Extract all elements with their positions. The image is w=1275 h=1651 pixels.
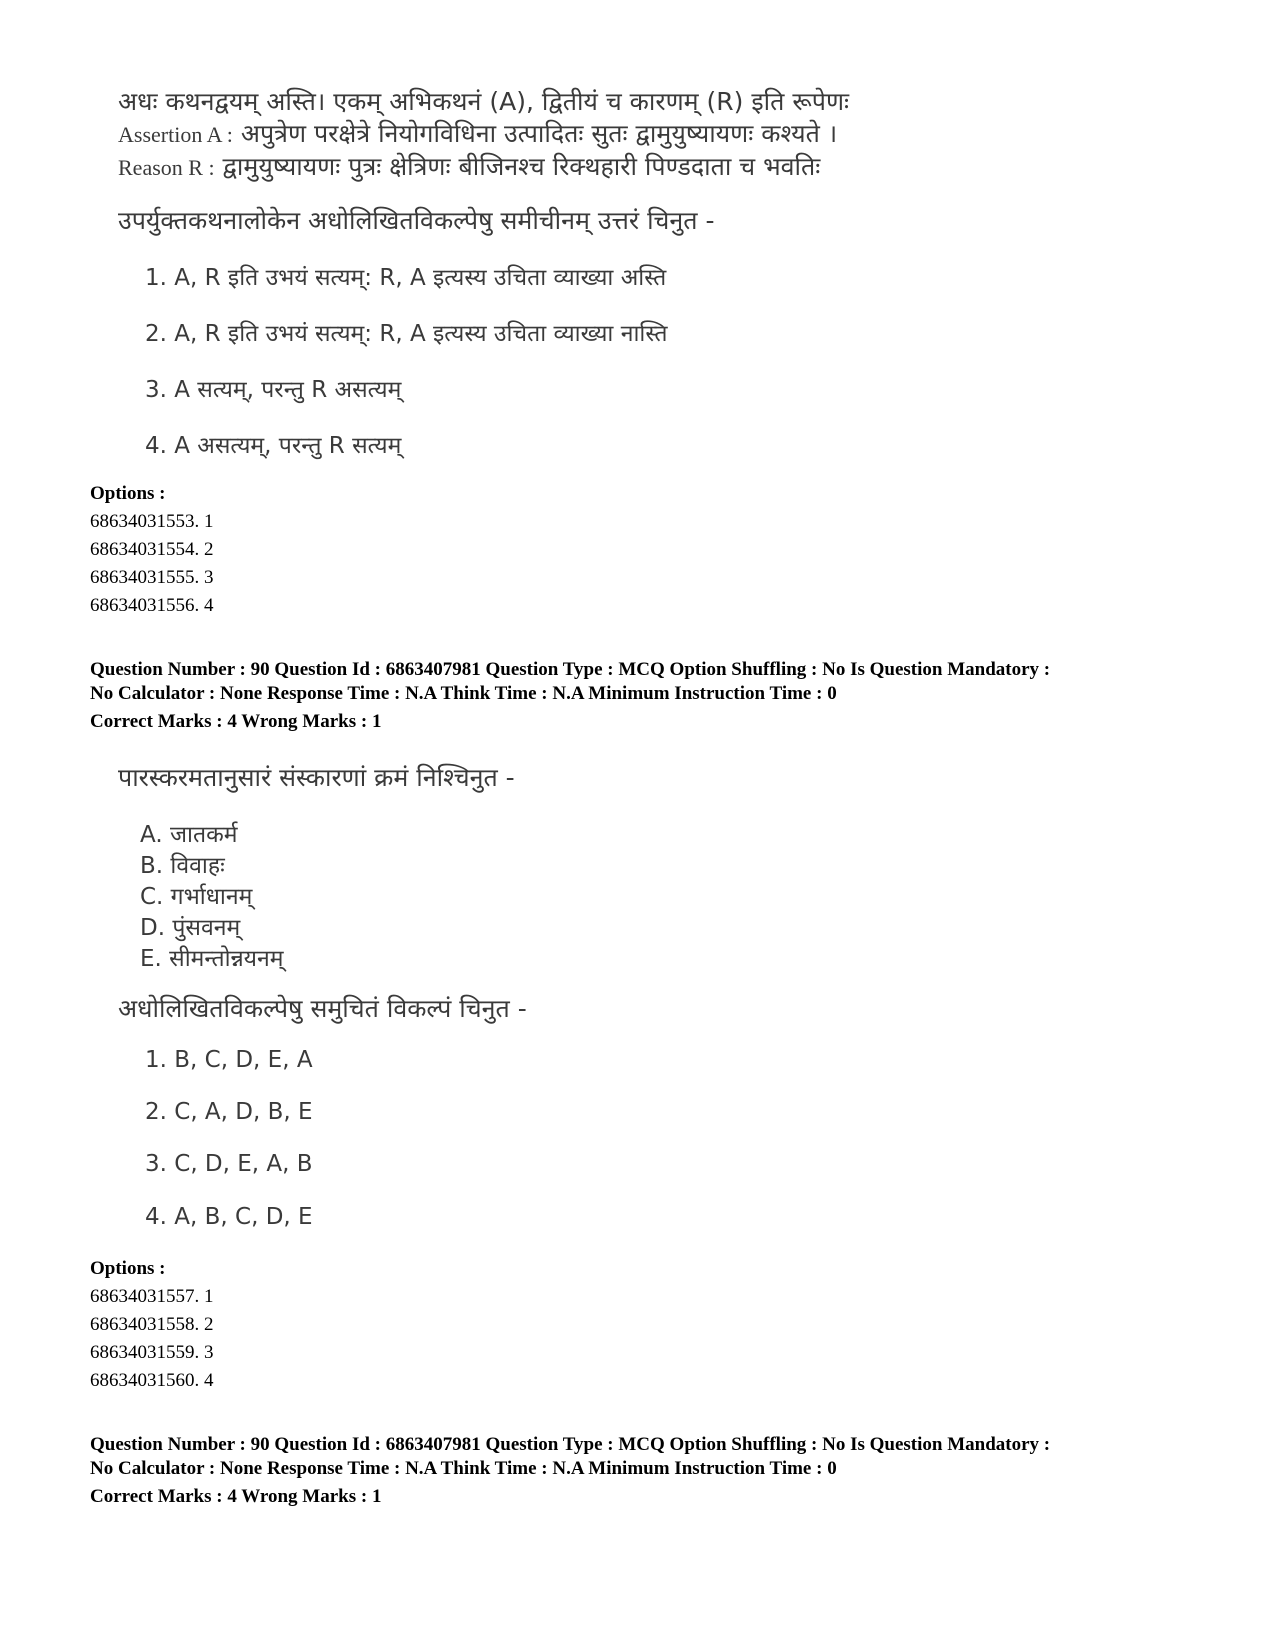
q89-assertion [118,118,849,151]
q90-item-e: E. सीमन्तोन्नयनम् [140,946,284,972]
q90-choice-2: 2. C, A, D, B, E [145,1099,313,1125]
q89-option-2: 68634031554. 2 [90,539,214,560]
q89-option-3: 68634031555. 3 [90,567,214,588]
q90-options-title: Options : [90,1258,166,1279]
q89-option-4: 68634031556. 4 [90,595,214,616]
q90-meta-line1: Question Number : 90 Question Id : 6863407981 Question Type : MCQ Option Shuffling : No Is Question Mandatory : [90,659,1051,680]
q90-option-4: 68634031560. 4 [90,1370,214,1391]
q-next-meta-line2: No Calculator : None Response Time : N.A Think Time : N.A Minimum Instruction Time : 0 [90,1458,837,1479]
q89-option-1: 68634031553. 1 [90,511,214,532]
q89-statement [118,86,849,184]
q89-choice-2: 2. A, R इति उभयं सत्यम्: R, A इत्यस्य उचिता व्याख्या नास्ति [145,321,668,347]
q90-option-3: 68634031559. 3 [90,1342,214,1363]
reason-text: द्वामुयुष्यायणः पुत्रः क्षेत्रिणः बीजिनश्च रिक्थहारी पिण्डदाता च भवतिः [222,152,821,181]
q90-option-2: 68634031558. 2 [90,1314,214,1335]
q90-item-c: C. गर्भाधानम् [140,884,253,910]
assertion-label: Assertion A : [118,122,233,147]
q89-reason [118,151,849,184]
q90-choice-4: 4. A, B, C, D, E [145,1204,313,1230]
q90-meta-line2: No Calculator : None Response Time : N.A Think Time : N.A Minimum Instruction Time : 0 [90,683,837,704]
q90-meta-line3: Correct Marks : 4 Wrong Marks : 1 [90,711,382,732]
q89-prompt: उपर्युक्तकथनालोकेन अधोलिखितविकल्पेषु समीचीनम् उत्तरं चिनुत - [118,206,715,235]
q90-item-a: A. जातकर्म [140,822,238,848]
q-next-meta-line1: Question Number : 90 Question Id : 6863407981 Question Type : MCQ Option Shuffling : No Is Question Mandatory : [90,1434,1051,1455]
q-next-meta [90,1433,1050,1509]
reason-label: Reason R : [118,155,215,180]
q90-choice-1: 1. B, C, D, E, A [145,1047,313,1073]
q90-prompt: पारस्करमतानुसारं संस्कारणां क्रमं निश्चिनुत - [118,763,515,792]
q90-option-1: 68634031557. 1 [90,1286,214,1307]
q90-item-b: B. विवाहः [140,853,225,879]
q89-choice-4: 4. A असत्यम्, परन्तु R सत्यम् [145,433,402,459]
q90-item-d: D. पुंसवनम् [140,915,241,941]
q-next-meta-line3: Correct Marks : 4 Wrong Marks : 1 [90,1486,382,1507]
assertion-text: अपुत्रेण परक्षेत्रे नियोगविधिना उत्पादितः सुतः द्वामुयुष्यायणः कश्यते । [240,119,838,148]
q90-meta [90,658,1050,734]
q89-choice-3: 3. A सत्यम्, परन्तु R असत्यम् [145,377,402,403]
q90-sub-prompt: अधोलिखितविकल्पेषु समुचितं विकल्पं चिनुत - [118,994,527,1023]
q89-options-title: Options : [90,483,166,504]
q89-choice-1: 1. A, R इति उभयं सत्यम्: R, A इत्यस्य उचिता व्याख्या अस्ति [145,265,667,291]
q90-choice-3: 3. C, D, E, A, B [145,1151,313,1177]
q89-intro: अधः कथनद्वयम् अस्ति। एकम् अभिकथनं (A), द्वितीयं च कारणम् (R) इति रूपेणः [118,87,850,116]
